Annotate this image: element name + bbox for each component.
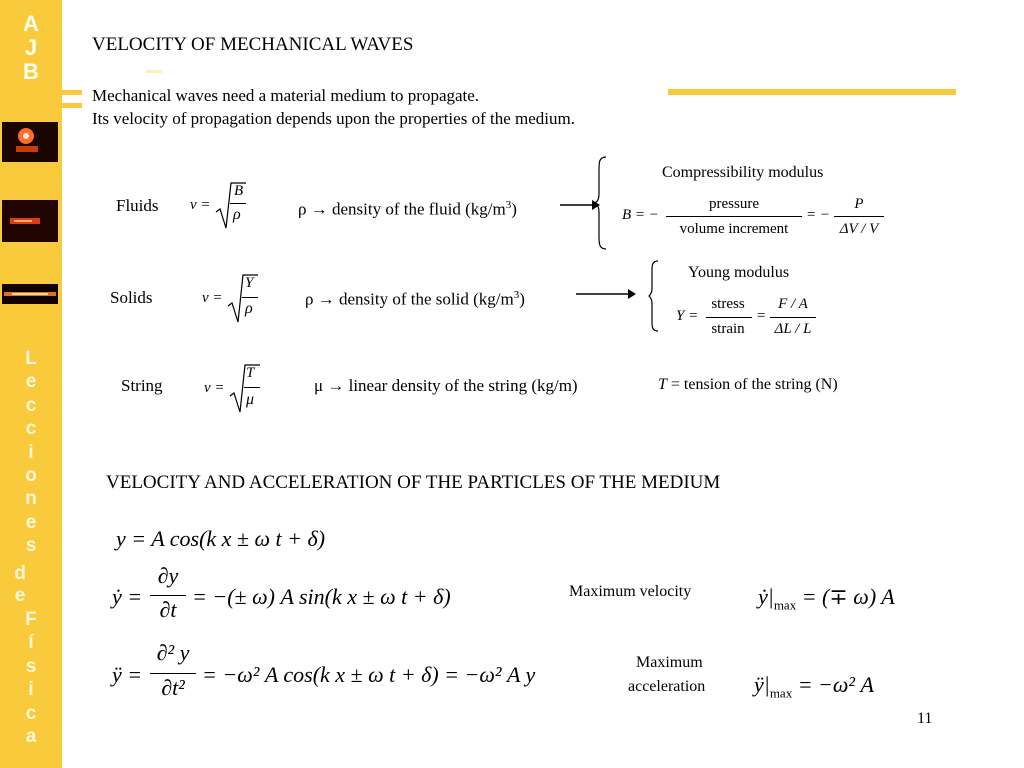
vertical-word-de [8, 563, 32, 607]
fraction-line [770, 317, 816, 318]
page-title: VELOCITY OF MECHANICAL WAVES [92, 34, 414, 55]
max-velocity-formula [758, 584, 895, 613]
vertical-letter: c [25, 394, 37, 416]
equation-acceleration-lhs: ÿ = [112, 662, 143, 687]
young-title: Young modulus [688, 264, 790, 281]
string-label: String [121, 376, 163, 395]
section-title: VELOCITY AND ACCELERATION OF THE PARTICLES OF THE MEDIUM [106, 472, 721, 493]
string-den: μ [246, 391, 255, 408]
fraction-line [150, 595, 186, 596]
formula-lhs: ÿ| [754, 672, 770, 697]
vertical-letter: c [25, 418, 37, 440]
vertical-word-fisica [0, 608, 62, 748]
accent-bar [668, 89, 956, 95]
equation-velocity-rhs: = −(± ω) A sin(k x ± ω t + δ) [192, 584, 451, 609]
fluids-num: B [234, 183, 244, 199]
thumbnail-image-3 [2, 284, 58, 304]
formula-sub: max [773, 597, 797, 613]
vertical-letter: s [25, 535, 37, 557]
thumbnail-image-2 [2, 200, 58, 242]
fluids-density-desc [298, 194, 517, 221]
young-den1: strain [711, 321, 745, 337]
intro-line-2: Its velocity of propagation depends upon the properties of the medium. [92, 109, 575, 128]
fraction-line [706, 317, 752, 318]
vertical-letter: c [25, 702, 37, 724]
sqrt-symbol [230, 364, 260, 414]
accent-tick [62, 90, 82, 95]
brand-letter: A [23, 11, 39, 36]
compressibility-num2: P [854, 196, 864, 212]
compressibility-num1: pressure [709, 196, 759, 212]
vertical-letter: a [25, 726, 37, 748]
vertical-letter: i [28, 441, 34, 463]
formula-sub: max [769, 685, 793, 701]
equation-acceleration-rhs: = −ω² A cos(k x ± ω t + δ) = −ω² A y [202, 662, 536, 687]
equation-acceleration-num: ∂² y [156, 640, 190, 665]
left-brace-icon [594, 156, 608, 250]
compressibility-den1: volume increment [679, 221, 789, 237]
sidebar [0, 0, 62, 768]
desc-sup: 3 [513, 289, 520, 301]
string-num: T [246, 365, 255, 381]
vertical-letter: d [14, 563, 26, 584]
fraction-line [230, 203, 246, 204]
vertical-letter: o [25, 465, 37, 487]
fluids-v: v = [190, 197, 211, 213]
left-brace-icon [648, 260, 660, 332]
tension-symbol: T [658, 376, 667, 393]
young-den2: ΔL / L [774, 321, 812, 337]
spectrum-image [2, 284, 58, 304]
accent-tick [62, 103, 82, 108]
solids-density-desc [305, 284, 525, 311]
solids-num: Y [245, 275, 254, 291]
solids-v: v = [202, 290, 223, 306]
formula-lhs: ẏ| [758, 584, 774, 609]
young-eq: = [756, 308, 767, 324]
brand-letter: B [23, 59, 39, 84]
compressibility-eq: = − [806, 207, 830, 223]
vertical-letter: F [25, 609, 37, 630]
vertical-letter: i [28, 679, 34, 701]
vertical-letter: e [25, 371, 37, 393]
equation-displacement: y = A cos(k x ± ω t + δ) [116, 526, 326, 551]
max-acceleration-label-1: Maximum [636, 654, 703, 671]
max-acceleration-label-2: acceleration [628, 678, 706, 695]
accent-tick [146, 70, 162, 73]
desc-text: ) [511, 199, 517, 219]
vertical-letter: L [25, 348, 37, 369]
fraction-line [834, 216, 884, 217]
solids-label: Solids [110, 288, 153, 307]
fluids-den: ρ [233, 206, 241, 223]
fraction-line [150, 673, 196, 674]
string-v: v = [204, 380, 225, 396]
compressibility-den2: ΔV / V [839, 221, 879, 237]
string-tension [658, 376, 838, 394]
compressibility-lhs: B = − [622, 207, 659, 223]
string-density-desc: μ → linear density of the string (kg/m) [314, 376, 578, 395]
max-acceleration-formula [754, 672, 874, 701]
intro-line-1: Mechanical waves need a material medium to propagate. [92, 86, 480, 105]
fraction-line [244, 387, 260, 388]
tension-text: = tension of the string (N) [666, 376, 838, 393]
equation-velocity-num: ∂y [157, 563, 179, 588]
equation-acceleration-den: ∂t² [161, 675, 185, 700]
vertical-letter: s [25, 655, 37, 677]
vertical-word-lecciones [0, 347, 62, 558]
flame-image [2, 200, 58, 242]
max-velocity-label: Maximum velocity [569, 583, 692, 600]
arrow-icon [576, 288, 636, 300]
vertical-letter: e [14, 585, 26, 606]
desc-text: ) [519, 289, 525, 309]
sqrt-symbol [228, 274, 258, 324]
formula-rhs: = −ω² A [797, 672, 874, 697]
formula-rhs: = (∓ ω) A [801, 584, 895, 609]
page-number: 11 [917, 710, 933, 727]
vertical-letter: n [25, 488, 37, 510]
desc-text: ρ → density of the solid (kg/m [305, 289, 514, 309]
young-num1: stress [711, 296, 745, 312]
desc-sup: 3 [505, 199, 512, 211]
solids-den: ρ [245, 300, 253, 317]
fluids-label: Fluids [116, 196, 159, 215]
fraction-line [242, 297, 258, 298]
brand-logo [0, 12, 62, 84]
equation-velocity-lhs: ẏ = [112, 584, 143, 609]
young-num2: F / A [778, 296, 808, 312]
equation-velocity-den: ∂t [159, 597, 177, 622]
vertical-letter: í [28, 632, 34, 654]
thumbnail-image-1 [2, 122, 58, 162]
desc-text: ρ → density of the fluid (kg/m [298, 199, 506, 219]
vertical-letter: e [25, 511, 37, 533]
fraction-line [666, 216, 802, 217]
compressibility-title: Compressibility modulus [662, 164, 824, 181]
brand-letter: J [24, 35, 38, 60]
young-lhs: Y = [676, 308, 699, 324]
glow-image [2, 122, 58, 162]
